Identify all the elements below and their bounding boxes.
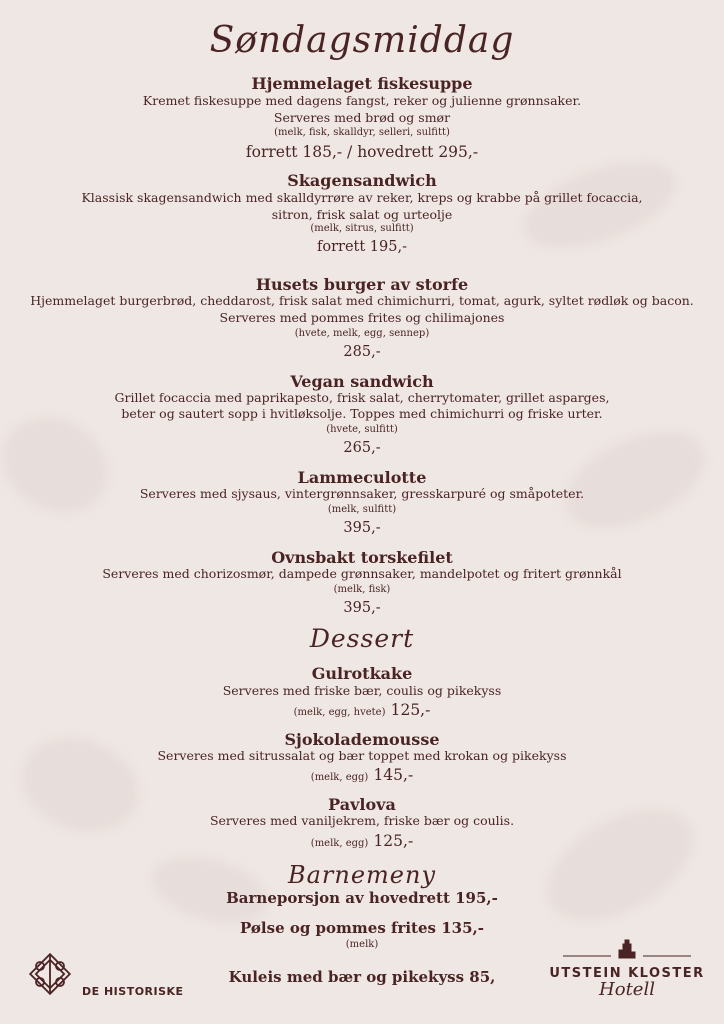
dish-price: 395,- — [343, 600, 381, 616]
kids-item: Kuleis med bær og pikekyss 85, — [228, 968, 496, 986]
dish-price: forrett 185,- / hovedrett 295,- — [245, 143, 479, 161]
dish-allergens: (melk, sulfitt) — [327, 504, 397, 515]
kids-item-allergens: (melk) — [345, 939, 379, 950]
utstein-kloster-label: UTSTEIN KLOSTER — [549, 966, 705, 981]
dessert-price-line — [0, 831, 724, 850]
dish-description: Serveres med pommes frites og chilimajones — [219, 310, 505, 325]
dessert-description: Serveres med sitrussalat og bær toppet med krokan og pikekyss — [157, 748, 567, 763]
dish-title: Skagensandwich — [287, 171, 437, 190]
dish-allergens: (melk, fisk) — [333, 584, 391, 595]
dish-price: forrett 195,- — [317, 239, 407, 255]
dish-price: 265,- — [343, 440, 381, 456]
dessert-description: Serveres med vaniljekrem, friske bær og coulis. — [209, 813, 515, 828]
dessert-price-line — [0, 700, 724, 719]
dessert-allergens: (melk, egg, hvete) — [293, 707, 386, 718]
dish-description: Grillet focaccia med paprikapesto, frisk salat, cherrytomater, grillet asparges, — [114, 390, 610, 405]
heading-kids: Barnemeny — [287, 861, 437, 889]
kids-item: Pølse og pommes frites 135,- — [240, 919, 484, 937]
dish-title: Vegan sandwich — [290, 372, 434, 391]
hotell-label: Hotell — [599, 979, 655, 1000]
dish-description: Serveres med sjysaus, vintergrønnsaker, gresskarpuré og småpoteter. — [139, 486, 585, 501]
de-historiske-label: DE HISTORISKE — [82, 984, 184, 998]
dish-price: 285,- — [343, 344, 381, 360]
logo-de-historiske — [22, 946, 184, 1002]
de-historiske-emblem-icon — [22, 946, 78, 1002]
heading-sunday: Søndagsmiddag — [209, 20, 515, 61]
dessert-title: Gulrotkake — [311, 664, 413, 683]
dish-allergens: (hvete, melk, egg, sennep) — [294, 328, 430, 339]
logo-utstein-kloster — [544, 934, 710, 1000]
dish-description: beter og sautert sopp i hvitløksolje. Toppes med chimichurri og friske urter. — [121, 406, 603, 421]
dish-description: sitron, frisk salat og urteolje — [271, 207, 453, 222]
dessert-description: Serveres med friske bær, coulis og pikekyss — [222, 683, 502, 698]
dish-price: 395,- — [343, 520, 381, 536]
heading-dessert: Dessert — [309, 624, 415, 653]
dessert-allergens: (melk, egg) — [310, 838, 369, 849]
dessert-price: 125,- — [373, 832, 414, 850]
dish-title: Lammeculotte — [297, 468, 427, 487]
dish-allergens: (melk, fisk, skalldyr, selleri, sulfitt) — [274, 127, 450, 138]
dish-description: Kremet fiskesuppe med dagens fangst, reker og julienne grønnsaker. — [142, 93, 582, 108]
dish-allergens: (hvete, sulfitt) — [326, 424, 398, 435]
dish-description: Serveres med brød og smør — [273, 110, 451, 125]
dish-allergens: (melk, sitrus, sulfitt) — [310, 223, 414, 234]
dish-description: Serveres med chorizosmør, dampede grønnsaker, mandelpotet og fritert grønnkål — [102, 566, 622, 581]
tower-icon — [557, 934, 697, 962]
kids-item: Barneporsjon av hovedrett 195,- — [226, 889, 498, 907]
dessert-title: Sjokolademousse — [284, 730, 440, 749]
dessert-price: 145,- — [373, 766, 414, 784]
dish-description: Hjemmelaget burgerbrød, cheddarost, frisk salat med chimichurri, tomat, agurk, syltet rødløk og bacon. — [30, 293, 694, 308]
dish-title: Husets burger av storfe — [255, 275, 469, 294]
dish-title: Hjemmelaget fiskesuppe — [251, 74, 473, 93]
dessert-allergens: (melk, egg) — [310, 772, 369, 783]
dessert-title: Pavlova — [328, 795, 396, 814]
dish-description: Klassisk skagensandwich med skalldyrrøre av reker, kreps og krabbe på grillet focaccia, — [81, 190, 643, 205]
dish-title: Ovnsbakt torskefilet — [271, 548, 453, 567]
dessert-price-line — [0, 765, 724, 784]
dessert-price: 125,- — [390, 701, 431, 719]
